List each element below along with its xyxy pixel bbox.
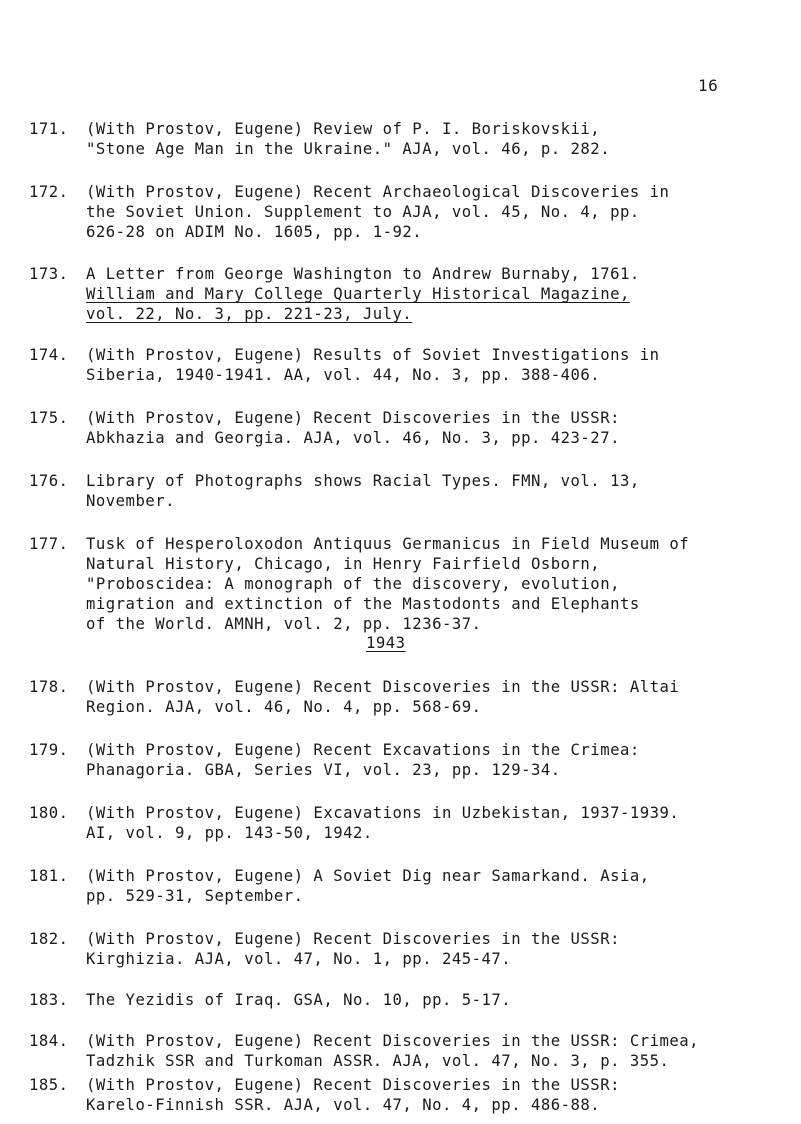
entry-line: Region. AJA, vol. 46, No. 4, pp. 568-69. bbox=[86, 698, 482, 716]
entry-number: 183. bbox=[29, 991, 69, 1009]
entry-line: (With Prostov, Eugene) Recent Discoveries in the USSR: bbox=[86, 1076, 620, 1094]
entry-line: 626-28 on ADIM No. 1605, pp. 1-92. bbox=[86, 223, 423, 241]
entry-text bbox=[86, 740, 794, 780]
entry-text bbox=[86, 408, 794, 448]
entry-line: (With Prostov, Eugene) Recent Discoveries in the USSR: bbox=[86, 409, 620, 427]
entry-text bbox=[86, 1075, 794, 1115]
bibliography-entry bbox=[29, 471, 794, 511]
entry-line: Phanagoria. GBA, Series VI, vol. 23, pp. 129-34. bbox=[86, 761, 561, 779]
entry-line: Natural History, Chicago, in Henry Fairfield Osborn, bbox=[86, 555, 601, 573]
entry-number: 176. bbox=[29, 472, 69, 490]
entry-line: AI, vol. 9, pp. 143-50, 1942. bbox=[86, 824, 373, 842]
page-number: 16 bbox=[698, 76, 719, 95]
entry-line: Abkhazia and Georgia. AJA, vol. 46, No. 3, pp. 423-27. bbox=[86, 429, 620, 447]
entry-line: November. bbox=[86, 492, 175, 510]
entry-line: Kirghizia. AJA, vol. 47, No. 1, pp. 245-47. bbox=[86, 950, 512, 968]
entry-line: (With Prostov, Eugene) Recent Archaeological Discoveries in bbox=[86, 183, 670, 201]
entry-text bbox=[86, 929, 794, 969]
entry-text bbox=[86, 264, 794, 324]
bibliography-entry bbox=[29, 264, 794, 324]
entry-line: Karelo-Finnish SSR. AJA, vol. 47, No. 4, pp. 486-88. bbox=[86, 1096, 601, 1114]
bibliography-entry bbox=[29, 803, 794, 843]
bibliography-entry bbox=[29, 408, 794, 448]
entry-number: 175. bbox=[29, 409, 69, 427]
entry-line: "Stone Age Man in the Ukraine." AJA, vol. 46, p. 282. bbox=[86, 140, 611, 158]
entry-text bbox=[86, 990, 794, 1010]
bibliography-entry bbox=[29, 1031, 794, 1071]
entry-line: "Proboscidea: A monograph of the discovery, evolution, bbox=[86, 575, 620, 593]
entry-number: 178. bbox=[29, 678, 69, 696]
bibliography-entry bbox=[29, 182, 794, 242]
entry-number: 181. bbox=[29, 867, 69, 885]
bibliography-entry bbox=[29, 677, 794, 717]
entry-text bbox=[86, 471, 794, 511]
entry-number: 177. bbox=[29, 535, 69, 553]
bibliography-entry bbox=[29, 866, 794, 906]
journal-title: William and Mary College Quarterly Historical Magazine, bbox=[86, 285, 630, 303]
entry-line: migration and extinction of the Mastodonts and Elephants bbox=[86, 595, 640, 613]
entry-text bbox=[86, 182, 794, 242]
entry-number: 182. bbox=[29, 930, 69, 948]
entry-line: (With Prostov, Eugene) Recent Discoveries in the USSR: Altai bbox=[86, 678, 680, 696]
journal-citation: vol. 22, No. 3, pp. 221-23, July. bbox=[86, 305, 413, 323]
bibliography-entry bbox=[29, 740, 794, 780]
entry-line: Siberia, 1940-1941. AA, vol. 44, No. 3, pp. 388-406. bbox=[86, 366, 601, 384]
entry-line bbox=[86, 284, 794, 304]
entry-line bbox=[86, 304, 794, 324]
bibliography-entry bbox=[29, 1075, 794, 1115]
entry-number: 180. bbox=[29, 804, 69, 822]
entry-text bbox=[86, 803, 794, 843]
entry-number: 171. bbox=[29, 120, 69, 138]
entry-line: (With Prostov, Eugene) Recent Excavations in the Crimea: bbox=[86, 741, 640, 759]
entry-line: A Letter from George Washington to Andrew Burnaby, 1761. bbox=[86, 265, 640, 283]
bibliography-entry bbox=[29, 929, 794, 969]
entry-line: pp. 529-31, September. bbox=[86, 887, 304, 905]
bibliography-entry bbox=[29, 119, 794, 159]
entry-line: (With Prostov, Eugene) Recent Discoveries in the USSR: bbox=[86, 930, 620, 948]
entry-text bbox=[86, 1031, 794, 1071]
entry-line: of the World. AMNH, vol. 2, pp. 1236-37. bbox=[86, 615, 482, 633]
entry-line: The Yezidis of Iraq. GSA, No. 10, pp. 5-17. bbox=[86, 991, 512, 1009]
entry-line: Tadzhik SSR and Turkoman ASSR. AJA, vol. 47, No. 3, p. 355. bbox=[86, 1052, 670, 1070]
entry-text bbox=[86, 677, 794, 717]
year-heading: 1943 bbox=[366, 634, 406, 652]
bibliography-entry bbox=[29, 990, 794, 1010]
entry-line: Library of Photographs shows Racial Types. FMN, vol. 13, bbox=[86, 472, 640, 490]
entry-number: 173. bbox=[29, 265, 69, 283]
entry-text bbox=[86, 119, 794, 159]
entry-line: (With Prostov, Eugene) Results of Soviet Investigations in bbox=[86, 346, 660, 364]
entry-line: the Soviet Union. Supplement to AJA, vol. 45, No. 4, pp. bbox=[86, 203, 640, 221]
entry-number: 179. bbox=[29, 741, 69, 759]
entry-line: (With Prostov, Eugene) Review of P. I. Boriskovskii, bbox=[86, 120, 601, 138]
entry-text bbox=[86, 345, 794, 385]
entry-number: 172. bbox=[29, 183, 69, 201]
bibliography-entry bbox=[29, 345, 794, 385]
entry-line: (With Prostov, Eugene) Recent Discoveries in the USSR: Crimea, bbox=[86, 1032, 700, 1050]
entry-line: (With Prostov, Eugene) A Soviet Dig near Samarkand. Asia, bbox=[86, 867, 650, 885]
entry-number: 184. bbox=[29, 1032, 69, 1050]
bibliography-entry bbox=[29, 534, 794, 634]
entry-text bbox=[86, 534, 794, 634]
entry-line: (With Prostov, Eugene) Excavations in Uzbekistan, 1937-1939. bbox=[86, 804, 680, 822]
entry-number: 185. bbox=[29, 1076, 69, 1094]
entry-text bbox=[86, 866, 794, 906]
entry-number: 174. bbox=[29, 346, 69, 364]
entry-line: Tusk of Hesperoloxodon Antiquus Germanicus in Field Museum of bbox=[86, 535, 690, 553]
